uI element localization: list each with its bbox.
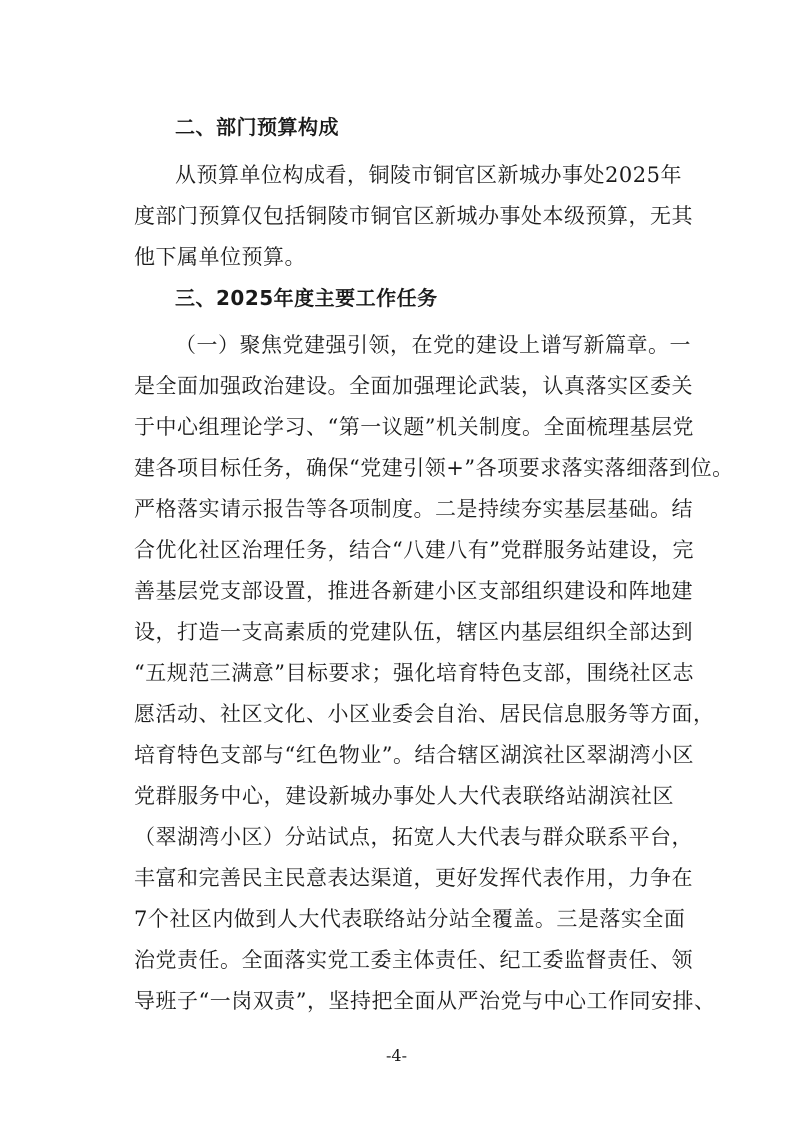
paragraph-line: 建各项目标任务，确保“党建引领+”各项要求落实落细落到位。 (134, 456, 734, 480)
paragraph-line: 愿活动、社区文化、小区业委会自治、居民信息服务等方面， (134, 702, 715, 726)
paragraph-line: 培育特色支部与“红色物业”。结合辖区湖滨社区翠湖湾小区 (134, 743, 694, 767)
section-heading-main-tasks: 三、2025年度主要工作任务 (175, 286, 438, 310)
paragraph-line: 善基层党支部设置，推进各新建小区支部组织建设和阵地建 (134, 579, 693, 603)
paragraph-line: 导班子“一岗双责”，坚持把全面从严治党与中心工作同安排、 (134, 989, 716, 1013)
paragraph-line: 他下属单位预算。 (134, 245, 306, 269)
paragraph-line: 是全面加强政治建设。全面加强理论武装，认真落实区委关 (134, 374, 693, 398)
paragraph-line: 从预算单位构成看，铜陵市铜官区新城办事处2025年 (175, 163, 682, 187)
paragraph-line: “五规范三满意”目标要求；强化培育特色支部，围绕社区志 (134, 661, 694, 685)
paragraph-line: 治党责任。全面落实党工委主体责任、纪工委监督责任、领 (134, 948, 693, 972)
paragraph-line: 度部门预算仅包括铜陵市铜官区新城办事处本级预算，无其 (134, 204, 693, 228)
paragraph-line: 7个社区内做到人大代表联络站分站全覆盖。三是落实全面 (134, 907, 686, 931)
paragraph-line: （翠湖湾小区）分站试点，拓宽人大代表与群众联系平台， (134, 825, 693, 849)
page-number: -4- (386, 1046, 407, 1065)
section-heading-budget-composition: 二、部门预算构成 (175, 115, 339, 139)
paragraph-line: （一）聚焦党建强引领，在党的建设上谱写新篇章。一 (175, 333, 691, 357)
paragraph-line: 设，打造一支高素质的党建队伍，辖区内基层组织全部达到 (134, 620, 693, 644)
paragraph-line: 严格落实请示报告等各项制度。二是持续夯实基层基础。结 (134, 497, 693, 521)
paragraph-line: 丰富和完善民主民意表达渠道，更好发挥代表作用，力争在 (134, 866, 693, 890)
paragraph-line: 合优化社区治理任务，结合“八建八有”党群服务站建设，完 (134, 538, 694, 562)
paragraph-line: 党群服务中心，建设新城办事处人大代表联络站湖滨社区 (134, 784, 674, 808)
paragraph-line: 于中心组理论学习、“第一议题”机关制度。全面梳理基层党 (134, 415, 694, 439)
